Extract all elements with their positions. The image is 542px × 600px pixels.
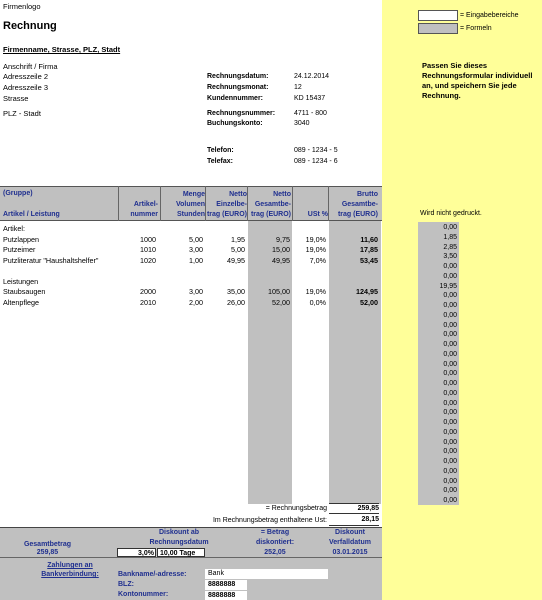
- customer-number[interactable]: KD 15437: [294, 95, 326, 102]
- side-value: 0,00: [443, 399, 457, 407]
- side-value: 0,00: [443, 419, 457, 426]
- discount-percent-input[interactable]: 3,0%: [117, 548, 156, 557]
- total-amount-label: Gesamtbetrag: [23, 541, 72, 548]
- gross-total: 17,85: [360, 245, 378, 254]
- side-value: 1,85: [443, 233, 457, 241]
- gross-total: 124,95: [356, 287, 378, 296]
- side-value: 0,00: [443, 224, 457, 231]
- col-divider: [247, 186, 248, 221]
- address-line[interactable]: PLZ - Stadt: [3, 109, 41, 118]
- side-value: 0,00: [443, 467, 457, 475]
- fax[interactable]: 089 - 1234 - 6: [294, 158, 338, 165]
- due-date-label: Diskount Verfalldatum: [328, 529, 371, 546]
- address-line[interactable]: Adresszeile 2: [3, 72, 49, 81]
- item-name[interactable]: Putzliteratur "Haushaltshelfer": [3, 255, 99, 265]
- item-number[interactable]: 1010: [140, 245, 156, 254]
- item-name[interactable]: Leistungen: [3, 276, 39, 286]
- vat-included-label: Im Rechnungsbetrag enthaltene Ust:: [212, 517, 327, 524]
- side-value: 2,85: [443, 243, 457, 251]
- side-value: 0,00: [443, 272, 457, 280]
- unit-net-header: Netto Einzelbe- trag (EURO): [206, 191, 247, 218]
- net-total: 105,00: [268, 287, 290, 296]
- meta-label: Rechnungsmonat:: [207, 84, 269, 91]
- net-total: 9,75: [276, 234, 290, 244]
- item-name[interactable]: Putzeimer: [3, 245, 36, 254]
- company-logo: Firmenlogo: [3, 2, 41, 11]
- bank-label: Bankname/-adresse:: [118, 571, 187, 578]
- side-value: 0,00: [443, 428, 457, 436]
- vat-rate[interactable]: 19,0%: [305, 287, 326, 296]
- formula-legend-label: = Formeln: [460, 25, 492, 32]
- side-value: 0,00: [443, 311, 457, 319]
- blz-input[interactable]: 8888888: [205, 580, 247, 590]
- unit-price[interactable]: 35,00: [227, 287, 245, 296]
- side-value: 0,00: [443, 263, 457, 270]
- invoice-sum-value: 259,85: [329, 503, 379, 514]
- gross-total: 11,60: [360, 234, 378, 244]
- address-line[interactable]: Adresszeile 3: [3, 83, 49, 92]
- unit-price[interactable]: 26,00: [227, 297, 245, 307]
- col-divider: [328, 186, 329, 221]
- due-date-value: 03.01.2015: [332, 549, 368, 556]
- input-legend-swatch: [418, 10, 458, 21]
- item-quantity[interactable]: 2,00: [189, 297, 203, 307]
- side-value: 0,00: [443, 302, 457, 309]
- item-name[interactable]: Putzlappen: [3, 234, 39, 244]
- side-value: 0,00: [443, 331, 457, 339]
- side-value: 3,50: [443, 253, 457, 261]
- invoice-number[interactable]: 4711 - 800: [294, 110, 327, 117]
- discounted-amount-label: = Betrag diskontiert:: [255, 529, 295, 546]
- item-name[interactable]: Staubsaugen: [3, 287, 46, 296]
- meta-label: Kundennummer:: [207, 95, 263, 102]
- bank-name-input[interactable]: Bank: [205, 569, 328, 579]
- side-value: 0,00: [443, 487, 457, 495]
- unit-price[interactable]: 49,95: [227, 255, 245, 265]
- item-quantity[interactable]: 3,00: [189, 287, 203, 296]
- meta-label: Rechnungsnummer:: [207, 110, 276, 117]
- unit-price[interactable]: 1,95: [231, 234, 245, 244]
- meta-label: Buchungskonto:: [207, 120, 263, 127]
- side-value: 0,00: [443, 321, 457, 329]
- side-value: 0,00: [443, 448, 457, 456]
- vat-header: USt %: [307, 211, 328, 218]
- col-divider: [205, 186, 206, 221]
- side-value: 0,00: [443, 380, 457, 387]
- gross-total: 53,45: [360, 255, 378, 265]
- side-value: 0,00: [443, 458, 457, 465]
- meta-label: Telefon:: [207, 147, 234, 154]
- net-total: 15,00: [272, 245, 290, 254]
- total-amount-value: 259,85: [36, 549, 59, 556]
- side-value: 0,00: [443, 350, 457, 358]
- discount-days-input[interactable]: 10,00 Tage: [157, 548, 205, 557]
- side-value: 0,00: [443, 341, 457, 348]
- col-divider: [160, 186, 161, 221]
- vat-rate[interactable]: 7,0%: [309, 255, 326, 265]
- gross-total: 52,00: [360, 297, 378, 307]
- side-value: 0,00: [443, 360, 457, 368]
- side-value: 0,00: [443, 477, 457, 485]
- address-line[interactable]: Anschrift / Firma: [3, 62, 58, 71]
- item-number[interactable]: 2010: [140, 297, 156, 307]
- item-quantity[interactable]: 5,00: [189, 234, 203, 244]
- unit-price[interactable]: 5,00: [231, 245, 245, 254]
- meta-label: Telefax:: [207, 158, 233, 165]
- page-title: Rechnung: [3, 20, 57, 32]
- hint-text: Passen Sie dieses Rechnungsformular individuell an, und speichern Sie jede Rechnung.: [422, 61, 533, 100]
- side-value: 0,00: [443, 370, 457, 378]
- vat-rate[interactable]: 19,0%: [305, 234, 326, 244]
- vat-rate[interactable]: 0,0%: [309, 297, 326, 307]
- col-divider: [118, 186, 119, 221]
- total-net-header: Netto Gesamtbe- trag (EURO): [250, 191, 291, 218]
- invoice-date[interactable]: 24.12.2014: [294, 73, 330, 80]
- group-header: (Gruppe): [3, 190, 33, 197]
- side-value: 0,00: [443, 389, 457, 397]
- invoice-month[interactable]: 12: [294, 84, 302, 91]
- vat-rate[interactable]: 19,0%: [305, 245, 326, 254]
- blz-label: BLZ:: [118, 581, 134, 588]
- invoice-sum-label: = Rechnungsbetrag: [265, 505, 327, 512]
- item-number[interactable]: 1020: [140, 255, 156, 265]
- side-value: 19,95: [439, 282, 457, 290]
- side-value: 0,00: [443, 292, 457, 300]
- formula-legend-swatch: [418, 23, 458, 34]
- artnr-header: Artikel- nummer: [130, 201, 158, 218]
- discounted-amount-value: 252,05: [264, 549, 286, 556]
- account-input[interactable]: 8888888: [205, 591, 247, 600]
- item-quantity[interactable]: 3,00: [189, 245, 203, 254]
- not-printed-label: Wird nicht gedruckt.: [420, 210, 482, 217]
- col-divider: [292, 186, 293, 221]
- net-total: 52,00: [272, 297, 290, 307]
- item-header: Artikel / Leistung: [3, 211, 60, 218]
- side-value: 0,00: [443, 409, 457, 417]
- item-name[interactable]: Artikel:: [3, 224, 25, 233]
- vat-included-value: 28,15: [329, 515, 379, 526]
- account-label: Kontonummer:: [118, 591, 169, 598]
- phone[interactable]: 089 - 1234 - 5: [294, 147, 338, 154]
- qty-header: Menge Volumen Stunden: [175, 191, 205, 218]
- item-quantity[interactable]: 1,00: [189, 255, 203, 265]
- payment-to-label: Zahlungen an Bankverbindung:: [41, 562, 99, 578]
- side-value: 0,00: [443, 438, 457, 446]
- input-legend-label: = Eingabebereiche: [460, 12, 519, 19]
- item-number[interactable]: 1000: [140, 234, 156, 244]
- booking-account[interactable]: 3040: [294, 120, 310, 127]
- net-total: 49,95: [272, 255, 290, 265]
- gross-header: Brutto Gesamtbe- trag (EURO): [337, 191, 378, 218]
- meta-label: Rechnungsdatum:: [207, 73, 269, 80]
- discount-label: Diskount ab Rechnungsdatum: [149, 529, 209, 546]
- item-name[interactable]: Altenpflege: [3, 297, 39, 307]
- sender-line: Firmenname, Strasse, PLZ, Stadt: [3, 45, 121, 54]
- item-number[interactable]: 2000: [140, 287, 156, 296]
- side-value: 0,00: [443, 497, 457, 504]
- address-line[interactable]: Strasse: [3, 94, 29, 103]
